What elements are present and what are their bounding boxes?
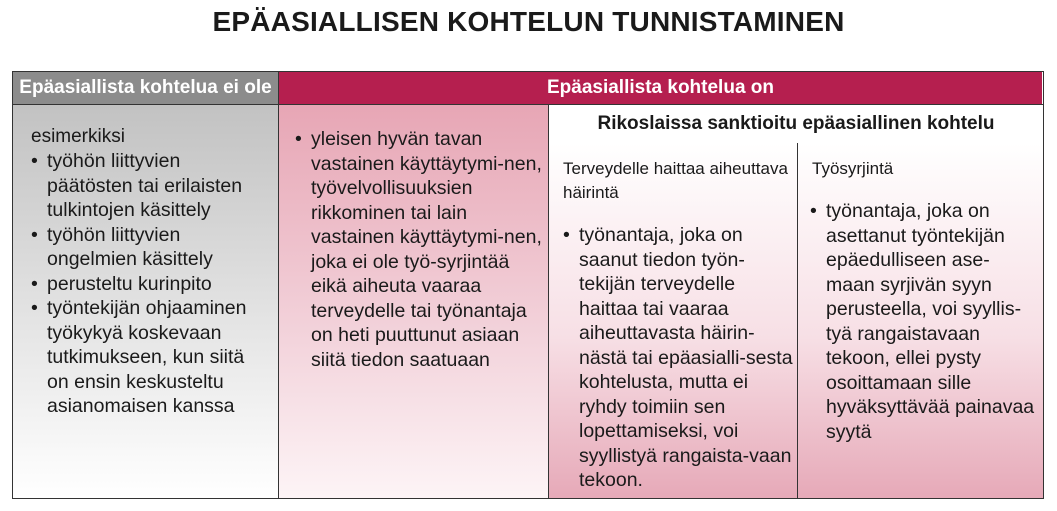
harassment-title: Terveydelle haittaa aiheuttava häirintä <box>563 159 788 202</box>
general-inappropriate-list <box>295 127 545 372</box>
harassment-list <box>563 223 793 493</box>
page-title: EPÄASIALLISEN KOHTELUN TUNNISTAMINEN <box>212 6 845 37</box>
list-item: • yleisen hyvän tavan vastainen käyttäytymi-nen, työvelvollisuuksien rikkominen tai lain vastainen käyttäytymi-nen, joka ei ole työ-syrjintää eikä aiheuta vaaraa terveydelle tai työnantaja on heti puuttunut asiaan siitä tiedon saatuaan <box>295 127 545 372</box>
examples-intro: esimerkiksi <box>31 126 125 147</box>
discrimination-list <box>810 199 1036 444</box>
list-item: • työnantaja, joka on saanut tiedon työn-tekijän terveydelle haittaa tai vaaraa aiheuttavasta häirin-nästä tai epäasialli-sesta kohtelusta, mutta ei ryhdy toimiin sen lopettamiseksi, voi syyllistyä rangaista-vaan tekoon. <box>563 223 793 493</box>
column-discrimination <box>798 143 1043 498</box>
header-not-inappropriate: Epäasiallista kohtelua ei ole <box>13 72 279 104</box>
column-criminal <box>549 104 1043 498</box>
list-item: • työhön liittyvien päätösten tai erilaisten tulkintojen käsittely <box>31 149 271 223</box>
list-item: • perusteltu kurinpito <box>31 272 271 297</box>
column-not-inappropriate <box>13 104 279 498</box>
not-inappropriate-list <box>31 149 271 419</box>
discrimination-title: Työsyrjintä <box>812 159 894 178</box>
comparison-table <box>12 71 1044 499</box>
list-item: • työntekijän ohjaaminen työkykyä koskevaan tutkimukseen, kun siitä on ensin keskusteltu asianomaisen kanssa <box>31 296 271 419</box>
header-inappropriate: Epäasiallista kohtelua on <box>279 72 1042 104</box>
column-general-inappropriate <box>279 104 549 498</box>
list-item: • työnantaja, joka on asettanut työntekijän epäedulliseen ase-maan syrjivän syyn perusteella, voi syyllis-tyä rangaistavaan tekoon, ellei pysty osoittamaan sille hyväksyttävää painavaa syytä <box>810 199 1036 444</box>
criminal-header: Rikoslaissa sanktioitu epäasiallinen kohtelu <box>549 105 1043 144</box>
list-item: • työhön liittyvien ongelmien käsittely <box>31 223 271 272</box>
column-harassment <box>549 143 798 498</box>
